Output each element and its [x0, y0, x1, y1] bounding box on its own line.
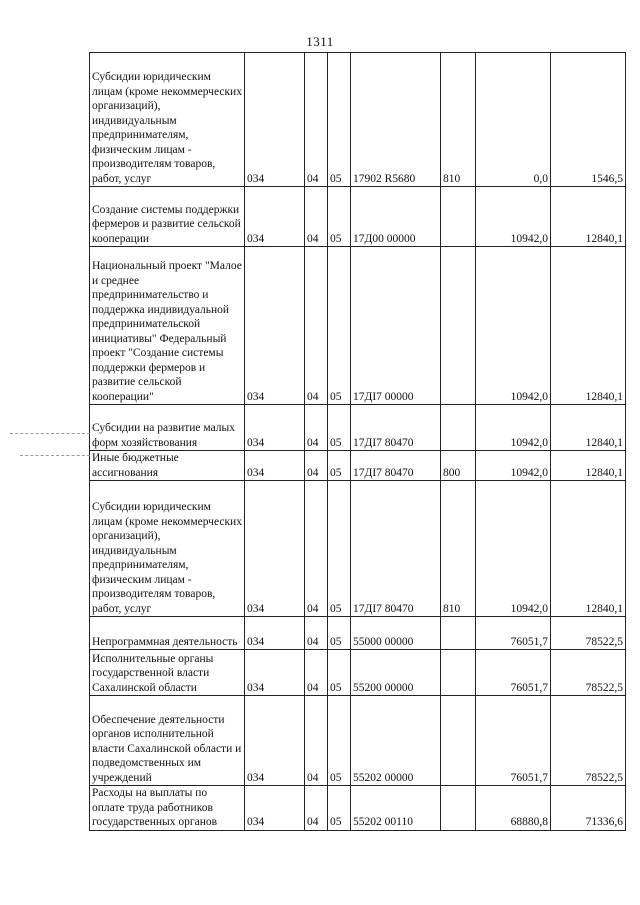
target-article-code: 17ДI7 80470 [351, 451, 441, 481]
target-article-code: 55202 00110 [351, 786, 441, 831]
target-article-code: 55000 00000 [351, 617, 441, 650]
target-article-code: 17ДI7 00000 [351, 247, 441, 405]
row-name: Субсидии юридическим лицам (кроме некоммерческих организаций), индивидуальным предпринимателям, физическим лицам - производителям товаров, работ, услуг [90, 53, 245, 187]
row-name: Создание системы поддержки фермеров и развитие сельской кооперации [90, 187, 245, 247]
section-code: 04 [305, 405, 328, 451]
amount-year-1: 76051,7 [476, 650, 551, 696]
ministry-code: 034 [245, 650, 305, 696]
section-code: 04 [305, 53, 328, 187]
amount-year-2: 12840,1 [551, 451, 626, 481]
amount-year-1: 76051,7 [476, 617, 551, 650]
section-code: 04 [305, 481, 328, 617]
section-code: 04 [305, 786, 328, 831]
table-row [90, 451, 626, 481]
amount-year-1: 10942,0 [476, 247, 551, 405]
subsection-code: 05 [328, 481, 351, 617]
subsection-code: 05 [328, 650, 351, 696]
table-row [90, 617, 626, 650]
table-row [90, 247, 626, 405]
ministry-code: 034 [245, 405, 305, 451]
subsection-code: 05 [328, 53, 351, 187]
expense-type-code: 810 [441, 53, 476, 187]
amount-year-2: 1546,5 [551, 53, 626, 187]
subsection-code: 05 [328, 617, 351, 650]
budget-table-body [90, 53, 626, 831]
ministry-code: 034 [245, 617, 305, 650]
scan-artifact-line [20, 455, 90, 456]
row-name: Иные бюджетные ассигнования [90, 451, 245, 481]
amount-year-2: 78522,5 [551, 696, 626, 786]
row-name: Обеспечение деятельности органов исполнительной власти Сахалинской области и подведомственных им учреждений [90, 696, 245, 786]
amount-year-1: 10942,0 [476, 481, 551, 617]
table-row [90, 53, 626, 187]
amount-year-1: 10942,0 [476, 187, 551, 247]
ministry-code: 034 [245, 451, 305, 481]
ministry-code: 034 [245, 53, 305, 187]
row-name: Субсидии на развитие малых форм хозяйствования [90, 405, 245, 451]
amount-year-1: 68880,8 [476, 786, 551, 831]
expense-type-code [441, 247, 476, 405]
scan-artifact-line [10, 433, 90, 434]
expense-type-code: 800 [441, 451, 476, 481]
target-article-code: 17ДI7 80470 [351, 481, 441, 617]
expense-type-code [441, 696, 476, 786]
subsection-code: 05 [328, 696, 351, 786]
subsection-code: 05 [328, 187, 351, 247]
section-code: 04 [305, 696, 328, 786]
expense-type-code [441, 405, 476, 451]
budget-table [89, 52, 626, 831]
subsection-code: 05 [328, 405, 351, 451]
amount-year-2: 12840,1 [551, 405, 626, 451]
expense-type-code [441, 617, 476, 650]
ministry-code: 034 [245, 247, 305, 405]
table-row [90, 786, 626, 831]
expense-type-code [441, 786, 476, 831]
row-name: Национальный проект "Малое и среднее предпринимательство и поддержка индивидуальной предпринимательской инициативы" Федеральный проект "Создание системы поддержки фермеров и развитие сельской кооперации" [90, 247, 245, 405]
row-name: Расходы на выплаты по оплате труда работников государственных органов [90, 786, 245, 831]
section-code: 04 [305, 650, 328, 696]
amount-year-2: 78522,5 [551, 650, 626, 696]
expense-type-code [441, 187, 476, 247]
table-row [90, 650, 626, 696]
section-code: 04 [305, 247, 328, 405]
ministry-code: 034 [245, 187, 305, 247]
amount-year-1: 10942,0 [476, 451, 551, 481]
section-code: 04 [305, 187, 328, 247]
section-code: 04 [305, 451, 328, 481]
ministry-code: 034 [245, 786, 305, 831]
amount-year-2: 12840,1 [551, 247, 626, 405]
section-code: 04 [305, 617, 328, 650]
target-article-code: 17ДI7 80470 [351, 405, 441, 451]
table-row [90, 696, 626, 786]
subsection-code: 05 [328, 247, 351, 405]
target-article-code: 55200 00000 [351, 650, 441, 696]
amount-year-1: 76051,7 [476, 696, 551, 786]
table-row [90, 405, 626, 451]
page-number: 1311 [306, 34, 334, 49]
table-row [90, 187, 626, 247]
row-name: Исполнительные органы государственной власти Сахалинской области [90, 650, 245, 696]
amount-year-1: 10942,0 [476, 405, 551, 451]
table-row [90, 481, 626, 617]
subsection-code: 05 [328, 786, 351, 831]
amount-year-1: 0,0 [476, 53, 551, 187]
target-article-code: 55202 00000 [351, 696, 441, 786]
row-name: Субсидии юридическим лицам (кроме некоммерческих организаций), индивидуальным предпринимателям, физическим лицам - производителям товаров, работ, услуг [90, 481, 245, 617]
amount-year-2: 78522,5 [551, 617, 626, 650]
row-name: Непрограммная деятельность [90, 617, 245, 650]
amount-year-2: 12840,1 [551, 187, 626, 247]
expense-type-code [441, 650, 476, 696]
ministry-code: 034 [245, 696, 305, 786]
amount-year-2: 12840,1 [551, 481, 626, 617]
target-article-code: 17902 R5680 [351, 53, 441, 187]
subsection-code: 05 [328, 451, 351, 481]
amount-year-2: 71336,6 [551, 786, 626, 831]
ministry-code: 034 [245, 481, 305, 617]
expense-type-code: 810 [441, 481, 476, 617]
target-article-code: 17Д00 00000 [351, 187, 441, 247]
